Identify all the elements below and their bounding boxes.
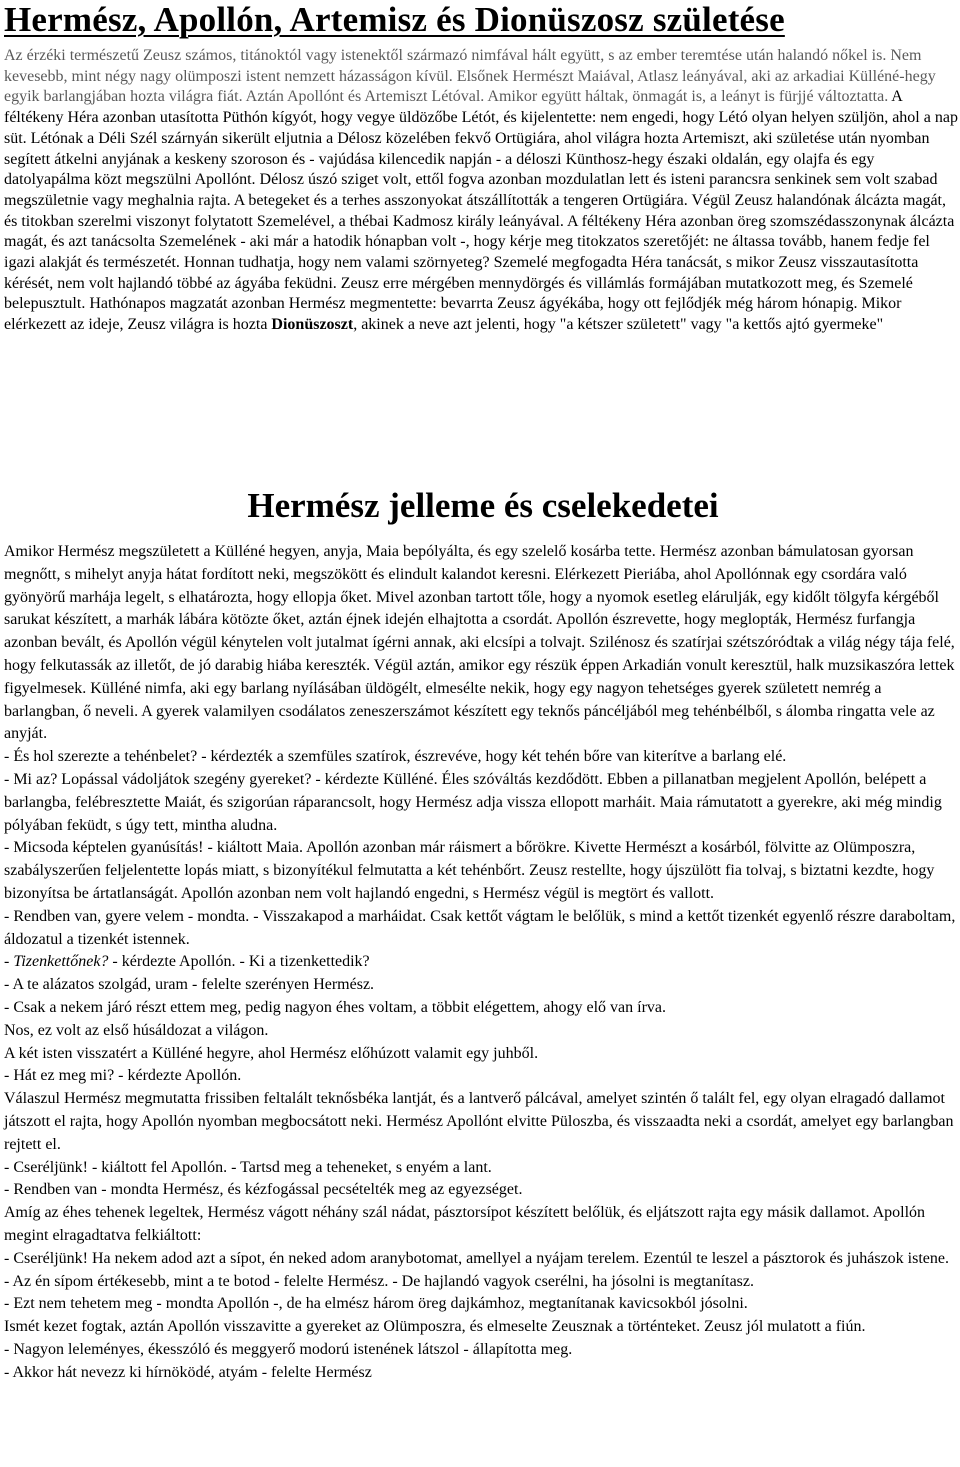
section-heading-text: Hermész jelleme és cselekedetei: [247, 486, 719, 525]
dialogue-rest: - kérdezte Apollón. - Ki a tizenkettedik?: [108, 953, 370, 971]
dialogue-line: - Hát ez meg mi? - kérdezte Apollón.: [4, 1067, 242, 1085]
paragraph: A két isten visszatért a Külléné hegyre, ahol Hermész előhúzott valamit egy juhből.: [4, 1044, 539, 1062]
dialogue-line: - Az én sípom értékesebb, mint a te botod - felelte Hermész. - De hajlandó vagyok cserélni, ha jósolni is megtanítasz.: [4, 1272, 754, 1290]
dialogue-line: - Cseréljünk! Ha nekem adod azt a sípot, én neked adom aranybotomat, amellyel a nyájam terelem. Ezentúl te leszel a pásztorok és juhászok istene.: [4, 1249, 949, 1267]
dialogue-line: - Rendben van, gyere velem - mondta. - Visszakapod a marháidat. Csak kettőt vágtam le belőlük, s mind a kettőt tizenkét egyenlő részre daraboltam, áldozatul a tizenkét istennek.: [4, 907, 956, 948]
dialogue-line: - Ezt nem tehetem meg - mondta Apollón -, de ha elmész három öreg dajkámhoz, megtanítanak kavicsokból jósolni.: [4, 1295, 748, 1313]
dialogue-line: - Micsoda képtelen gyanúsítás! - kiáltott Maia. Apollón azonban már ráismert a bőrökre. Kivette Hermészt a kosárból, fölvitte az Olümposzra, szabályszerűen feljelentette lopás miatt, s bizonyítékul felmutatta a két tehénbőrt. Zeusz restellte, hogy újszülött fia tolvaj, s biztatni kezdte, hogy bizonyítsa be ártatlanságát. Apollón azonban nem volt hajlandó engedni, s Hermész végül is megtört és vallott.: [4, 839, 935, 902]
dialogue-line: - A te alázatos szolgád, uram - felelte szerényen Hermész.: [4, 976, 375, 994]
hermes-section: [4, 541, 958, 1384]
dialogue-line: [4, 951, 958, 974]
paragraph: Válaszul Hermész megmutatta frissiben feltalált teknősbéka lantját, és a lantverő pálcával, amelyet szintén ő talált fel, egy olyan elragadó dallamot játszott el rajta, hogy Apollón nyomban megbocsátott neki. Hermész Apollónt elvitte Püloszba, és visszaadta neki a csordát, amelyet egy barlangban rejtett el.: [4, 1090, 954, 1153]
intro-closing-text: , akinek a neve azt jelenti, hogy "a kétszer született" vagy "a kettős ajtó gyermeke": [353, 316, 884, 334]
dialogue-line: - Cseréljünk! - kiáltott fel Apollón. - Tartsd meg a teheneket, s enyém a lant.: [4, 1158, 492, 1176]
italic-question: - Tizenkettőnek?: [4, 953, 109, 971]
page-title: Hermész, Apollón, Artemisz és Dionüszosz születése: [4, 0, 785, 39]
paragraph: Nos, ez volt az első húsáldozat a világon.: [4, 1021, 269, 1039]
dialogue-line: - Csak a nekem járó részt ettem meg, pedig nagyon éhes voltam, a többit elégettem, ahogy elő van írva.: [4, 998, 667, 1016]
dialogue-line: - És hol szerezte a tehénbelet? - kérdezték a szemfüles szatírok, észrevéve, hogy két tehén bőre van kiterítve a barlang elé.: [4, 748, 787, 766]
intro-section: [4, 46, 958, 336]
intro-paragraph: [4, 46, 958, 336]
dialogue-line: - Rendben van - mondta Hermész, és kézfogással pecsételték meg az egyezséget.: [4, 1181, 523, 1199]
dialogue-line: - Nagyon leleményes, ékesszóló és meggyerő modorú istenének látszol - állapította meg.: [4, 1340, 573, 1358]
intro-lead-text: Az érzéki természetű Zeusz számos, titánoktól vagy istenektől származó nimfával hált együtt, s az ember teremtése után halandó nőkel is. Nem kevesebb, mint négy nagy olümposzi istent nemzett házasságon kívül. Elsőnek Hermészt Maiával, Atlasz leányával, aki az arkadiai Külléné-hegy egyik barlangjában hozta világra fiát. Aztán Apollónt és Artemiszt Létóval. Amikor együtt háltak, önmagát is, a leányt is fürjjé változtatta.: [4, 47, 936, 106]
section-heading: [0, 486, 960, 526]
dialogue-line: - Mi az? Lopással vádoljátok szegény gyereket? - kérdezte Külléné. Éles szóváltás kezdődött. Ebben a pillanatban megjelent Apollón, belépett a barlangba, felébresztette Maiát, és szigorúan ráparancsolt, hogy Hermész adja vissza ellopott marháit. Maia rámutatott a gyerekre, aki még mindig pólyában feküdt, s úgy tett, mintha aludna.: [4, 770, 942, 834]
dialogue-line: - Akkor hát nevezz ki hírnöködé, atyám - felelte Hermész: [4, 1363, 372, 1381]
intro-body-text: A féltékeny Héra azonban utasította Püthón kígyót, hogy vegye üldözőbe Létót, és kijelentette: nem engedi, hogy Létó olyan helyen szüljön, ahol a nap süt. Létónak a Déli Szél szárnyán sikerült eljutnia a Délosz közelében fekvő Ortügiára, ahol világra hozta Artemiszt, aki születése után nyomban segített átkelni anyjának a keskeny szoroson és - vajúdása kilencedik napján - a déloszi Künthosz-hegy északi oldalán, egy olajfa és egy datolyapálma közt megszülni Apollónt. Délosz úszó sziget volt, ettől fogva azonban mozdulatlan lett és isteni parancsra senkinek sem volt szabad megszületnie vagy meghalnia rajta. A betegeket és a terhes asszonyokat átszállították a tengeren Ortügiára. Végül Zeusz halandónak álcázta magát, és titokban szerelmi viszonyt folytatott Szemelével, a thébai Kadmosz király leányával. A féltékeny Héra azonban öreg szomszédasszonynak álcázta magát, és azt tanácsolta Szemelének - aki már a hatodik hónapban volt -, hogy kérje meg titokzatos szeretőjét: ne áltassa tovább, hanem fedje fel igazi alakját és természetét. Honnan tudhatja, hogy nem valami szörnyeteg? Szemelé megfogadta Héra tanácsát, s mikor Zeusz visszautasította kérését, nem volt hajlandó többé az ágyába feküdni. Zeusz erre mérgében mennydörgés és villámlás formájában mutatkozott meg, és Szemelé belepusztult. Hathónapos magzatát azonban Hermész megmentette: bevarrta Zeusz ágyékába, hogy ott fejlődjék még három hónapig. Mikor elérkezett az ideje, Zeusz világra is hozta: [4, 88, 958, 334]
paragraph: Amikor Hermész megszületett a Külléné hegyen, anyja, Maia bepólyálta, és egy szelelő kosárba tette. Hermész azonban bámulatosan gyorsan megnőtt, s mihelyt anyja hátat fordított neki, megszökött és elindult kalandot keresni. Elérkezett Pieriába, ahol Apollónnak egy csordára való gyönyörű marhája legelt, s elhatározta, hogy ellopja őket. Mivel azonban tartott tőle, hogy a nyomok esetleg elárulják, egy kidőlt tölgyfa kérgéből sarukat készített, a marhák lábára kötözte őket, aztán éjnek idején elhajtotta a csordát. Apollón észrevette, hogy meglopták, Hermész furfangja azonban bevált, és Apollón végül kénytelen volt jutalmat ígérni annak, aki elcsípi a tolvajt. Szilénosz és szatírjai szétszóródtak a világ négy tája felé, hogy felkutassák az illetőt, de jó darabig hiába kereszték. Végül aztán, amikor egy részük éppen Arkadián vonult keresztül, halk muzsikaszóra lettek figyelmesek. Külléné nimfa, aki egy barlang nyílásában üldögélt, elmesélte nekik, hogy egy nagyon tehetséges gyerek született nemrég a barlangban, ő neveli. A gyerek valamilyen csodálatos zeneszerszámot készített egy teknős páncéljából meg tehénbélből, s álomba ringatta vele az anyját.: [4, 543, 955, 743]
intro-bold-name: Dionüszoszt: [271, 316, 354, 334]
paragraph: Ismét kezet fogtak, aztán Apollón visszavitte a gyereket az Olümposzra, és elmeselte Zeusznak a történteket. Zeusz jól mulatott a fiún.: [4, 1318, 866, 1336]
paragraph: Amíg az éhes tehenek legeltek, Hermész vágott néhány szál nádat, pásztorsípot készített belőlük, és eljátszott rajta egy másik dallamot. Apollón megint elragadtatva felkiáltott:: [4, 1204, 926, 1244]
